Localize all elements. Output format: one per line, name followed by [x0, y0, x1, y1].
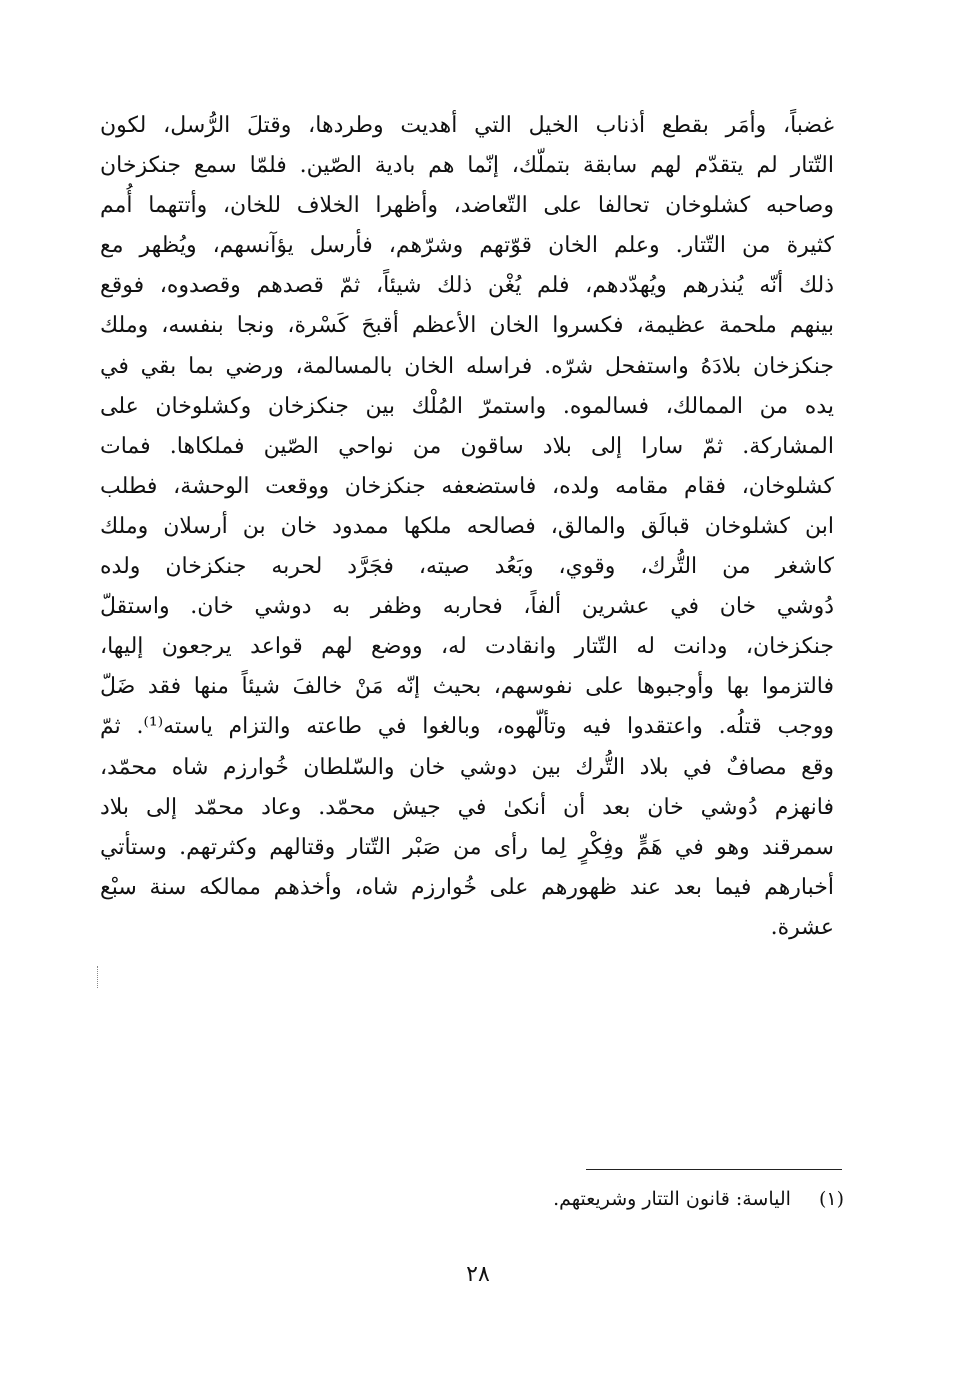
text-line: وصاحبه كشلوخان تحالفا على التّعاضد، وأظهرا الخلاف للخان، وأتتهما أُمم — [100, 193, 834, 219]
footnote — [553, 1188, 844, 1210]
text-line: جنكزخان بلادَهُ واستفحل شرّه. فراسله الخان بالمسالمة، ورضي بما بقي في — [100, 353, 834, 379]
text-line: ذلك أنّه يُنذرهم ويُهدّدهم، فلم يُغْن ذلك شيئاً، ثمّ قصدهم وقصدوه، فوقع — [100, 273, 834, 299]
text-line: فانهزم دُوشي خان بعد أن أنكىٰ في جيش محمّد. وعاد محمّد إلى بلاد — [100, 794, 834, 820]
text-line: كاشغر من التُّرك، وقوي، وبَعُد صيته، فجَرَّد لحربه جنكزخان ولده — [100, 554, 834, 580]
scan-speck — [97, 966, 102, 988]
text-line: فالتزموا بها وأوجبوها على نفوسهم، بحيث إنّه مَنْ خالفَ شيئاً منها فقد ضَلّ — [100, 674, 834, 700]
text-line: أخبارهم فيما بعد عند ظهورهم على خُوارزم شاه، وأخذهم ممالكه سنة سبْع — [100, 874, 834, 900]
text-line: سمرقند وهو في هَمٍّ وفِكْرٍ لِما رأى من صَبْر التّتار وقتالهم وكثرتهم. وستأتي — [100, 834, 834, 860]
text-line: عشرة. — [770, 914, 834, 940]
footnote-number: (١) — [818, 1188, 844, 1210]
text-line: جنكزخان، ودانت له التّتار وانقادت له، ووضع لهم قواعد يرجعون إليها، — [100, 634, 834, 660]
page-number: ٢٨ — [466, 1262, 490, 1287]
text-line: يده من الممالك، فسالموه. واستمرّ المُلْك بين جنكزخان وكشلوخان على — [100, 393, 834, 419]
footnote-divider — [586, 1169, 842, 1170]
text-line: ابن كشلوخان قبالَق والمالق، فصالحه ملكها ممدود خان بن أرسلان وملك — [100, 513, 834, 539]
text-line: ووجب قتلُه. واعتقدوا فيه وتألّهوه، وبالغوا في طاعته والتزام ياسته⁽¹⁾. ثمّ — [100, 714, 834, 740]
text-line: غضباً، وأمَر بقطع أذناب الخيل التي أهديت وطردها، وقتلَ الرُّسل، لكون — [100, 113, 834, 138]
body-text — [100, 106, 834, 948]
text-line: وقع مصافٌ في بلاد التُّرك بين دوشي خان والسّلطان خُوارزم شاه محمّد، — [100, 754, 834, 780]
text-line: بينهم ملحمة عظيمة، فكسروا الخان الأعظم أقبحَ كَسْرة، ونجا بنفسه، وملك — [100, 313, 834, 339]
text-line: التّتار لم يتقدّم لهم سابقة بتملّك، إنّما هم بادية الصّين. فلمّا سمع جنكزخان — [100, 153, 834, 179]
text-line: المشاركة. ثمّ سارا إلى بلاد ساقون من نواحي الصّين فملكاها. فمات — [100, 433, 834, 459]
text-line: كثيرة من التّتار. وعلم الخان قوّتهم وشرّهم، فأرسل يؤآنسهم، ويُظهر مع — [100, 233, 834, 259]
text-line: دُوشي خان في عشرين ألفاً، فحاربه وظفر به دوشي خان. واستقلّ — [100, 594, 834, 620]
text-line: كشلوخان، فقام مقامه ولده، فاستضعفه جنكزخان ووقعت الوحشة، فطلب — [100, 473, 834, 499]
footnote-text: الياسة: قانون التتار وشريعتهم. — [553, 1188, 791, 1210]
